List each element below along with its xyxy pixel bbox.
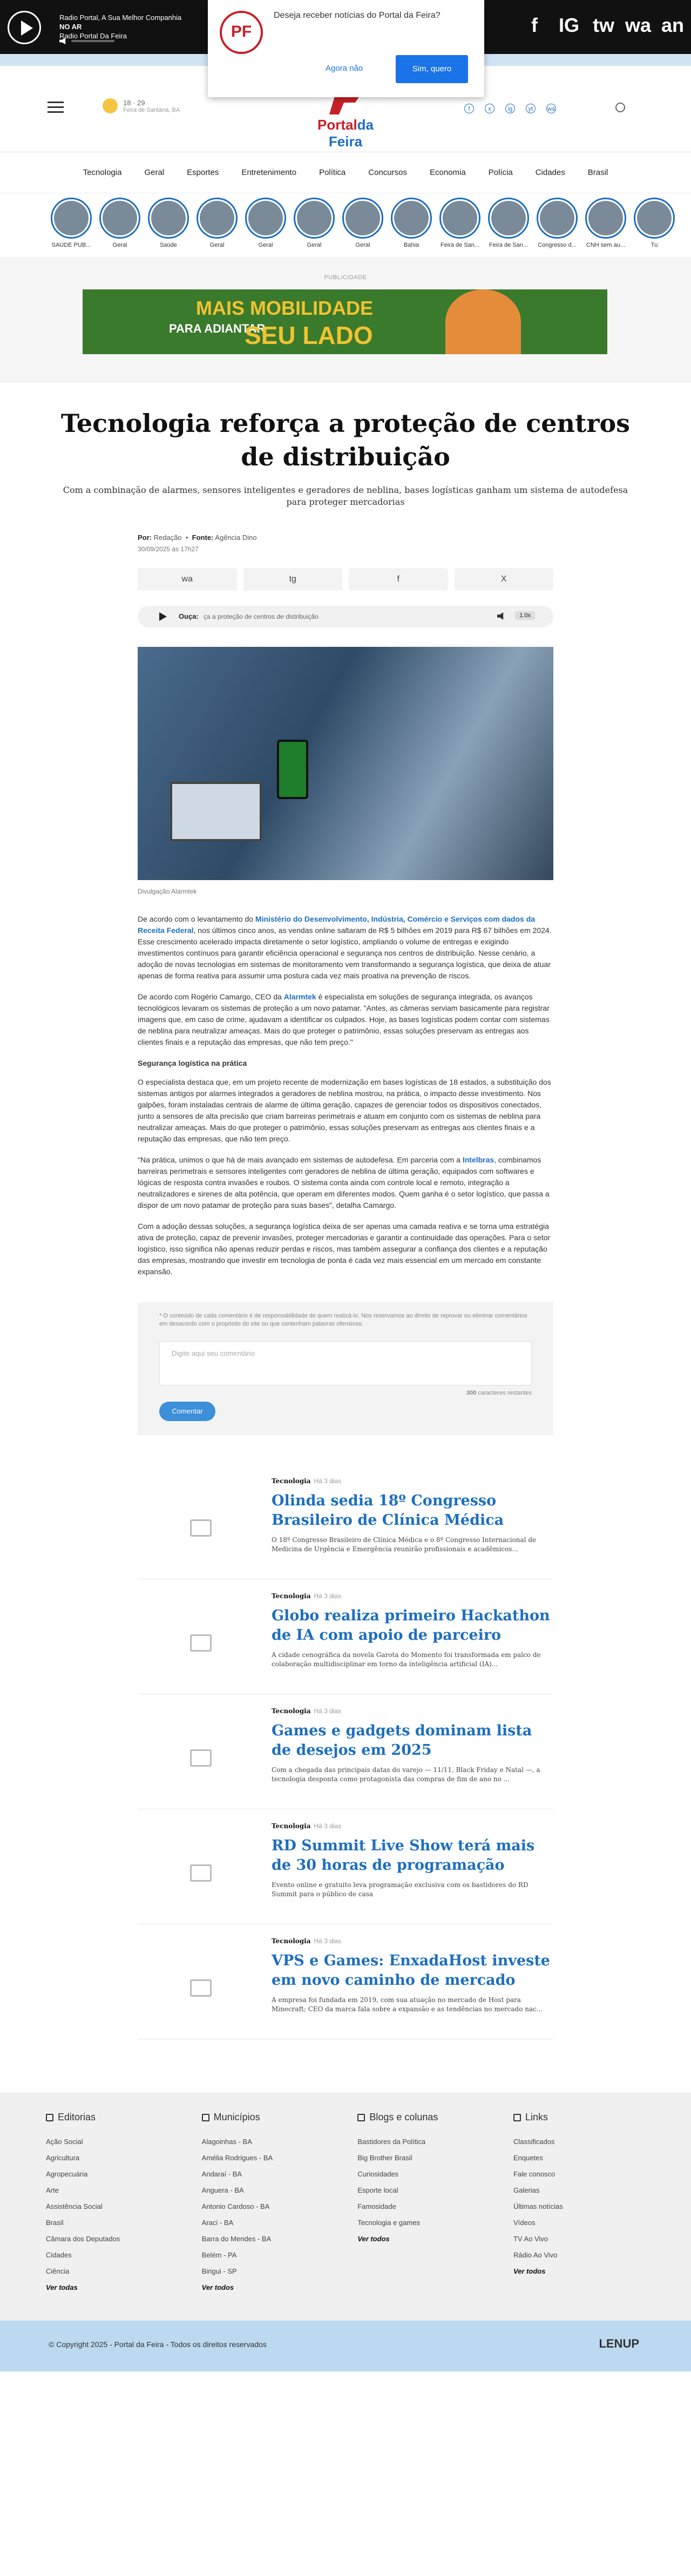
story-item[interactable]: [634, 198, 675, 248]
related-title[interactable]: Globo realiza primeiro Hackathon de IA com apoio de parceiro: [272, 1607, 550, 1644]
speed-button[interactable]: 1.0x: [515, 611, 535, 620]
image-placeholder-icon: [138, 1592, 260, 1673]
header-social-links: [464, 104, 556, 113]
radio-slogan: Radio Portal, A Sua Melhor Companhia: [59, 13, 182, 22]
story-item[interactable]: [245, 198, 286, 248]
menu-icon[interactable]: [48, 102, 64, 113]
related-category: Tecnologia: [272, 1592, 311, 1600]
story-label: Feira de San...: [440, 242, 480, 248]
ad-banner[interactable]: [83, 289, 607, 354]
weather-city: Feira de Santana, BA: [123, 106, 180, 113]
footer-link[interactable]: Fale conosco: [513, 2170, 555, 2178]
site-footer: [0, 2092, 691, 2321]
related-news: [138, 1464, 553, 2039]
listen-text: ça a proteção de centros de distribuição: [204, 613, 319, 620]
logo-text: Portal: [317, 117, 357, 133]
image-placeholder-icon: [138, 1477, 260, 1558]
weather-temp: 18 · 29: [123, 98, 145, 107]
location-icon: [202, 2114, 209, 2121]
weather-widget: [103, 98, 180, 113]
share-whatsapp-button[interactable]: wa: [138, 568, 237, 591]
listen-label: Ouça:: [179, 612, 199, 620]
footer-link[interactable]: Curiosidades: [357, 2170, 399, 2178]
related-item[interactable]: [138, 1809, 553, 1924]
footer-column: [513, 2112, 645, 2296]
footer-link[interactable]: Amélia Rodrigues - BA: [201, 2154, 273, 2162]
paragraph: "Na prática, unimos o que há de mais avançado em sistemas de autodefesa. Em parceria com a Intelbras, combinamos barreiras perimetrais e sensores inteligentes com geradores de neblina de última geração, equipados com softwares e lógicas de resposta contra invasões e roubos. O sistema conta ainda com controle local e remoto, integração a neutralizadores e sirenes de alta potência, que operam em diferentes modos. Quem ganha é o setor logístico, que passa a dispor de um novo patamar de proteção para suas bases", detalha Camargo.: [138, 1155, 550, 1209]
article-subtitle: Com a combinação de alarmes, sensores inteligentes e geradores de neblina, bases logísticas ganham um sistema de autodefesa para proteger mercadorias: [63, 485, 628, 507]
ad-person-image: [445, 289, 521, 354]
search-icon[interactable]: [615, 103, 625, 112]
story-label: Saúde: [160, 242, 177, 248]
footer-link[interactable]: Cidades: [46, 2251, 72, 2259]
author: Redação: [153, 533, 182, 542]
footer-link[interactable]: Agricultura: [46, 2154, 80, 2162]
related-excerpt: Evento online e gratuito leva programação exclusiva com os bastidores do RD Summit para o público de casa: [272, 1881, 529, 1898]
volume-icon[interactable]: [497, 612, 505, 620]
related-excerpt: A empresa foi fundada em 2019, com sua atuação no mercado de Host para Minecraft; CEO da marca fala sobre a expansão e as tendências no mercado nac...: [272, 1996, 543, 2013]
speaker-icon[interactable]: [59, 38, 67, 44]
footer-link[interactable]: Esporte local: [357, 2186, 398, 2194]
blog-icon: [357, 2114, 365, 2121]
story-item[interactable]: [148, 198, 189, 248]
footer-link[interactable]: Big Brother Brasil: [357, 2154, 412, 2162]
radio-info: [59, 13, 181, 40]
copyright-text: © Copyright 2025 - Portal da Feira - Todos os direitos reservados: [49, 2340, 267, 2349]
story-label: SAÚDE PUB...: [51, 242, 91, 248]
footer-link[interactable]: Belém - PA: [201, 2251, 237, 2259]
paragraph: Com a adoção dessas soluções, a segurança logística deixa de ser apenas uma camada reativa e se torna uma estratégia ativa de proteção, capaz de prevenir invasões, proteger mercadorias e garantir a continuidade das operações. Para o setor logístico, isso significa não apenas reduzir perdas e riscos, mas também assegurar a confiança dos clientes e a reputação das empresas, mostrando que investir em tecnologia de ponta é cada vez mais essencial em um mercado em constante expansão.: [138, 1222, 551, 1276]
footer-link[interactable]: Araci - BA: [201, 2219, 234, 2227]
ad-line2: PARA ADIANTAR: [169, 322, 266, 335]
share-bar: [138, 568, 553, 591]
related-title[interactable]: VPS e Games: EnxadaHost investe em novo caminho de mercado: [272, 1952, 550, 1989]
facebook-icon[interactable]: f: [531, 14, 538, 36]
youtube-icon[interactable]: yt: [526, 104, 536, 113]
footer-see-all-link[interactable]: Ver todos: [357, 2235, 390, 2243]
whatsapp-icon[interactable]: wa: [625, 14, 652, 36]
related-title[interactable]: RD Summit Live Show terá mais de 30 horas de programação: [272, 1837, 535, 1874]
footer-see-all-link[interactable]: Ver todas: [46, 2283, 78, 2291]
article-date: 30/09/2025 às 17h27: [138, 545, 199, 553]
footer-column-title: Editorias: [58, 2112, 96, 2122]
footer-column-title: Blogs e colunas: [369, 2112, 438, 2122]
main-nav: [0, 152, 691, 193]
audio-player: [138, 606, 553, 627]
ad-label: PUBLICIDADE: [324, 274, 367, 281]
story-label: Geral: [112, 242, 127, 248]
nav-item-concursos[interactable]: Concursos: [368, 168, 407, 177]
story-label: CNH sem au...: [586, 242, 626, 248]
story-label: Tu: [651, 242, 658, 248]
push-notification-prompt: [208, 0, 484, 97]
radio-name: Radio Portal Da Feira: [59, 32, 127, 40]
story-item[interactable]: [537, 198, 578, 248]
related-excerpt: O 18º Congresso Brasileiro de Clínica Médica e o 8º Congresso Internacional de Medicina de Urgência e Emergência reunirão profissionais e acadêmicos...: [272, 1536, 537, 1553]
nav-item-entretenimento[interactable]: Entretenimento: [241, 168, 297, 177]
nav-item-esportes[interactable]: Esportes: [187, 168, 219, 177]
nav-item-brasil[interactable]: Brasil: [587, 168, 608, 177]
photo-caption: Divulgação Alarmtek: [138, 888, 197, 895]
comment-section: [138, 1302, 553, 1435]
comment-input[interactable]: Digite aqui seu comentário: [159, 1341, 532, 1385]
footer-column: [202, 2112, 334, 2296]
instagram-icon[interactable]: ig: [505, 104, 515, 113]
image-placeholder-icon: [138, 1937, 260, 2018]
story-label: Geral: [355, 242, 370, 248]
footer-link[interactable]: Alagoinhas - BA: [201, 2138, 252, 2146]
footer-link[interactable]: Ação Social: [46, 2138, 83, 2146]
related-category: Tecnologia: [272, 1707, 311, 1715]
footer-link[interactable]: Brasil: [46, 2219, 64, 2227]
article-photo: [138, 647, 553, 880]
nav-item-cidades[interactable]: Cidades: [535, 168, 565, 177]
ministry-link[interactable]: Ministério do Desenvolvimento, Indústria, Comércio e Serviços com dados da Receita Federal: [138, 915, 536, 935]
push-accept-button[interactable]: Sim, quero: [396, 55, 468, 83]
ad-line3: SEU LADO: [245, 321, 373, 349]
footer-link[interactable]: Birigui - SP: [201, 2267, 237, 2275]
footer-link[interactable]: Famosidade: [357, 2202, 396, 2210]
related-category: Tecnologia: [272, 1937, 311, 1945]
intelbras-link[interactable]: Intelbras: [462, 1155, 494, 1164]
laptop-illustration: [170, 782, 262, 841]
story-item[interactable]: [488, 198, 529, 248]
footer-link[interactable]: Ciência: [46, 2267, 70, 2275]
story-item[interactable]: [391, 198, 432, 248]
footer-link[interactable]: Enquetes: [513, 2154, 543, 2162]
footer-link[interactable]: Andaraí - BA: [201, 2170, 242, 2178]
play-icon[interactable]: [159, 612, 167, 621]
footer-link[interactable]: Vídeos: [513, 2219, 536, 2227]
related-excerpt: Com a chegada das principais datas do varejo — 11/11, Black Friday e Natal —, a tecnologia desponta como protagonista das compras de fim de ano no ...: [272, 1766, 540, 1783]
story-label: Bahia: [403, 242, 419, 248]
footer-column: [357, 2112, 489, 2296]
footer-link[interactable]: Tecnologia e games: [357, 2219, 420, 2227]
site-logo[interactable]: [300, 93, 391, 150]
radio-volume[interactable]: [59, 38, 114, 44]
related-time: Há 3 dias: [314, 1592, 342, 1600]
story-label: Feira de San...: [489, 242, 529, 248]
source: Agência Dino: [215, 533, 257, 542]
share-telegram-button[interactable]: tg: [243, 568, 343, 591]
twitter-icon[interactable]: tw: [593, 14, 614, 36]
related-time: Há 3 dias: [314, 1707, 342, 1715]
developer-logo[interactable]: LENUP: [599, 2337, 639, 2350]
footer-link[interactable]: Barra do Mendes - BA: [201, 2235, 272, 2243]
section-heading: Segurança logística na prática: [138, 1059, 247, 1067]
footer-link[interactable]: Arte: [46, 2186, 59, 2194]
nav-item-policia[interactable]: Polícia: [488, 168, 513, 177]
phone-illustration: [277, 740, 308, 799]
footer-column: [46, 2112, 178, 2296]
nav-item-tecnologia[interactable]: Tecnologia: [83, 168, 122, 177]
advertisement-area: [0, 258, 691, 382]
push-deny-button[interactable]: Agora não: [326, 64, 363, 73]
byline: Por: Redação • Fonte: Agência Dino: [138, 533, 257, 542]
footer-link[interactable]: TV Ao Vivo: [513, 2235, 548, 2243]
footer-link[interactable]: Assistência Social: [46, 2202, 103, 2210]
char-counter: 300 caracteres restantes: [466, 1390, 532, 1396]
story-item[interactable]: [342, 198, 383, 248]
story-item[interactable]: [585, 198, 626, 248]
story-label: Geral: [209, 242, 225, 248]
footer-see-all-link[interactable]: Ver todos: [513, 2267, 546, 2275]
nav-item-politica[interactable]: Política: [319, 168, 346, 177]
story-item[interactable]: [99, 198, 140, 248]
related-item[interactable]: [138, 1924, 553, 2039]
copyright-bar: [0, 2321, 691, 2371]
top-social-links: [520, 10, 687, 41]
related-time: Há 3 dias: [314, 1477, 342, 1485]
folder-icon: [46, 2114, 53, 2121]
image-placeholder-icon: [138, 1707, 260, 1788]
story-label: Geral: [307, 242, 322, 248]
image-placeholder-icon: [138, 1822, 260, 1903]
footer-link[interactable]: Bastidores da Política: [357, 2138, 426, 2146]
footer-link[interactable]: Anguera - BA: [201, 2186, 244, 2194]
footer-link[interactable]: Galerias: [513, 2186, 540, 2194]
author-label: Por:: [138, 533, 152, 542]
link-icon: [513, 2114, 521, 2121]
comment-note: * O conteúdo de cada comentário é de responsabilidade de quem realizá-lo. Nos reservamos ao direito de reprovar ou eliminar comentários em desacordo com o propósito do site ou que contenham palavras ofensivas.: [159, 1313, 527, 1327]
x-icon[interactable]: x: [485, 104, 494, 113]
footer-link[interactable]: Antonio Cardoso - BA: [201, 2202, 270, 2210]
sun-icon: [103, 98, 118, 113]
related-item[interactable]: [138, 1694, 553, 1809]
related-title[interactable]: Games e gadgets dominam lista de desejos em 2025: [272, 1722, 532, 1759]
share-facebook-button[interactable]: f: [349, 568, 448, 591]
article-title: Tecnologia reforça a proteção de centros de distribuição: [60, 409, 631, 471]
push-logo: PF: [220, 11, 263, 54]
story-item[interactable]: [294, 198, 335, 248]
nav-item-economia[interactable]: Economia: [429, 168, 466, 177]
paragraph: De acordo com o levantamento do Ministério do Desenvolvimento, Indústria, Comércio e Serviços com dados da Receita Federal, nos últimos cinco anos, as vendas online saltaram de R$ 5 bilhões em 2019 para R$ 67 bilhões em 2024. Esse crescimento acelerado impacta diretamente o setor logístico, ampliando o volume de entregas e exigindo investimentos contínuos para garantir eficiência operacional e segurança nos centros de distribuição. Nesse cenário, a adoção de novas tecnologias em sistemas de monitoramento vem transformando a segurança logística, que deixa de atuar apenas de forma reativa para assumir uma postura cada vez mais proativa na prevenção de riscos.: [138, 915, 552, 980]
push-message: Deseja receber notícias do Portal da Feira?: [274, 11, 441, 20]
nav-item-geral[interactable]: Geral: [144, 168, 165, 177]
logo-text-bold: da Feira: [328, 117, 374, 150]
story-label: Geral: [258, 242, 273, 248]
whatsapp-icon[interactable]: wa: [546, 104, 556, 113]
instagram-icon[interactable]: IG: [558, 14, 579, 36]
submit-comment-button[interactable]: Comentar: [159, 1402, 215, 1421]
related-item[interactable]: [138, 1579, 553, 1694]
related-time: Há 3 dias: [314, 1822, 342, 1830]
source-label: Fonte:: [192, 533, 214, 542]
related-item[interactable]: [138, 1464, 553, 1579]
footer-link[interactable]: Classificados: [513, 2138, 555, 2146]
stories-carousel: [0, 193, 691, 258]
footer-column-title: Links: [525, 2112, 548, 2122]
footer-link[interactable]: Últimas notícias: [513, 2202, 563, 2210]
related-title[interactable]: Olinda sedia 18º Congresso Brasileiro de Clínica Médica: [272, 1492, 504, 1529]
story-item[interactable]: [439, 198, 480, 248]
volume-slider[interactable]: [71, 40, 114, 42]
share-x-button[interactable]: X: [455, 568, 554, 591]
story-item[interactable]: [51, 198, 92, 248]
paragraph: O especialista destaca que, em um projeto recente de modernização em bases logísticas de 18 estados, a substituição dos sistemas antigos por alarmes integrados a geradores de neblina mostrou, na prática, o impacto desse investimento. Nos galpões, foram instaladas centrais de alarme de última geração, capazes de gerenciar todos os dispositivos conectados, junto a sensores de alta precisão que criam barreiras perimetrais e atuam em conjunto com os sistemas de neblina para neutralizar ameaças. Mais do que proteger o patrimônio, essas soluções preservam as entregas aos clientes finais e a reputação das empresas, que não tem preço.: [138, 1078, 551, 1143]
article-body: [138, 914, 553, 1277]
paragraph: De acordo com Rogério Camargo, CEO da Alarmtek é especialista em soluções de segurança integrada, os avanços tecnológicos levaram os sistemas de proteção a um novo patamar. "Antes, as câmeras serviam basicamente para registrar imagens que, em caso de crime, ajudavam a identificar os culpados. Hoje, as bases logísticas podem contar com sistemas de neblina para neutralizar ameaças. Mais do que proteger o patrimônio, essas soluções preservam as entregas aos clientes finais e a reputação das empresas, que não tem preço.": [138, 992, 550, 1046]
footer-see-all-link[interactable]: Ver todos: [201, 2283, 234, 2291]
footer-column-title: Municípios: [213, 2112, 260, 2122]
related-category: Tecnologia: [272, 1822, 311, 1830]
ad-line1: MAIS MOBILIDADE: [196, 297, 373, 319]
footer-link[interactable]: Agropecuária: [46, 2170, 88, 2178]
alarmtek-link[interactable]: Alarmtek: [283, 992, 316, 1001]
story-item[interactable]: [197, 198, 238, 248]
footer-link[interactable]: Câmara dos Deputados: [46, 2235, 120, 2243]
related-excerpt: A cidade cenográfica da novela Garota do Momento foi transformada em palco de colaboração multidisciplinar em torno da inteligência artificial (IA)...: [272, 1651, 541, 1668]
play-icon[interactable]: [8, 11, 41, 44]
related-category: Tecnologia: [272, 1477, 311, 1485]
android-icon[interactable]: an: [661, 14, 684, 36]
story-label: Congresso d...: [538, 242, 577, 248]
footer-link[interactable]: Rádio Ao Vivo: [513, 2251, 558, 2259]
facebook-icon[interactable]: f: [464, 104, 474, 113]
related-time: Há 3 dias: [314, 1937, 342, 1945]
radio-status: NO AR: [59, 23, 82, 31]
